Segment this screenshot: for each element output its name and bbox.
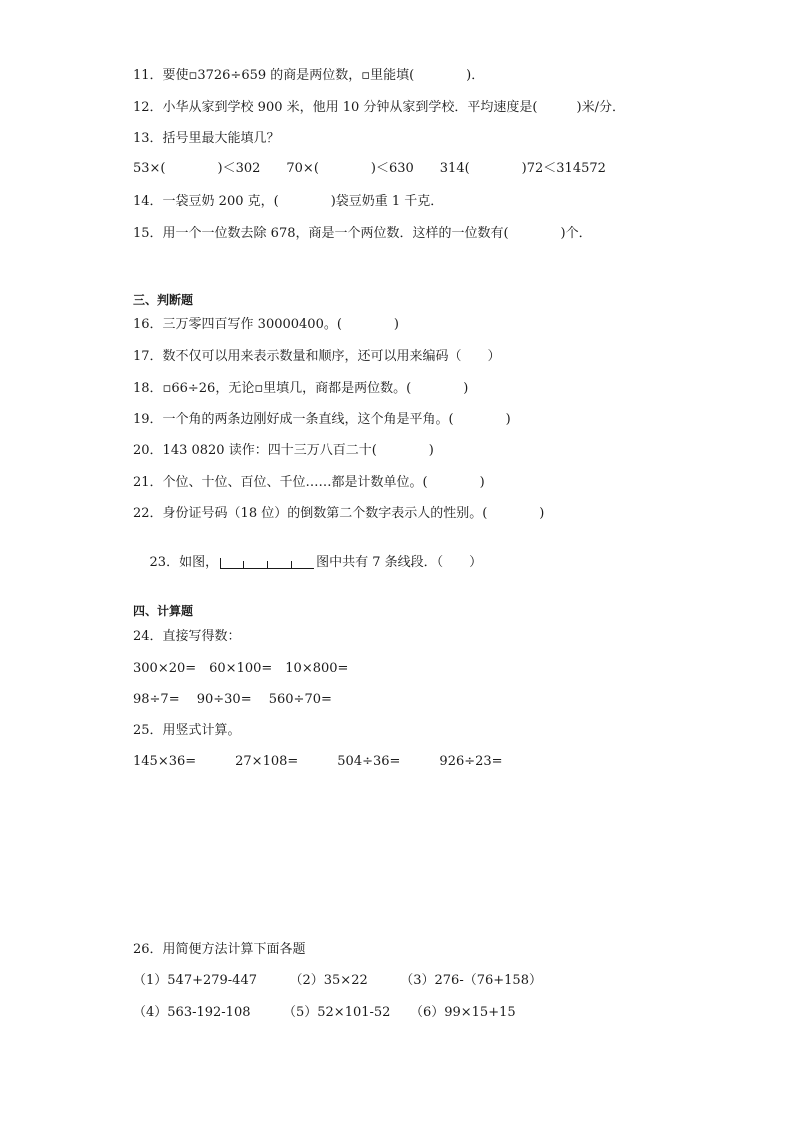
question-18: 18．▫66÷26，无论▫里填几，商都是两位数。( ) — [133, 381, 469, 396]
question-13: 13．括号里最大能填几？ — [133, 131, 280, 146]
question-24: 24．直接写得数： — [133, 629, 241, 644]
question-26: 26．用简便方法计算下面各题 — [133, 942, 306, 957]
question-26-row-2: （4）563-192-108 （5）52×101-52 （6）99×15+15 — [133, 1005, 516, 1020]
question-25: 25．用竖式计算。 — [133, 723, 241, 738]
question-22: 22．身份证号码（18 位）的倒数第二个数字表示人的性别。( ) — [133, 506, 545, 521]
question-23-suffix: 图中共有 7 条线段．（ ） — [316, 555, 483, 570]
question-20: 20．143 0820 读作：四十三万八百二十( ) — [133, 443, 434, 458]
section-3-title: 三、判断题 — [133, 293, 194, 307]
question-24-row-2: 98÷7= 90÷30= 560÷70= — [133, 692, 332, 707]
question-25-row: 145×36= 27×108= 504÷36= 926÷23= — [133, 754, 503, 769]
question-23-prefix: 23．如图， — [149, 555, 219, 570]
line-segment-figure — [219, 556, 315, 570]
question-14: 14．一袋豆奶 200 克，( )袋豆奶重 1 千克． — [133, 194, 444, 209]
question-19: 19．一个角的两条边刚好成一条直线，这个角是平角。( ) — [133, 412, 511, 427]
question-17: 17．数不仅可以用来表示数量和顺序，还可以用来编码（ ） — [133, 349, 501, 364]
question-15: 15．用一个一位数去除 678，商是一个两位数．这样的一位数有( )个． — [133, 226, 592, 241]
question-11: 11．要使▫3726÷659 的商是两位数，▫里能填( )． — [133, 68, 485, 83]
section-4-title: 四、计算题 — [133, 604, 194, 618]
question-12: 12．小华从家到学校 900 米，他用 10 分钟从家到学校．平均速度是( )米/分． — [133, 100, 625, 115]
question-23 — [133, 536, 482, 590]
question-26-row-1: （1）547+279-447 （2）35×22 （3）276-（76+158） — [133, 973, 542, 988]
question-16: 16．三万零四百写作 30000400。( ) — [133, 317, 399, 332]
question-13-items: 53×( )＜302 70×( )＜630 314( )72＜314572 — [133, 161, 606, 176]
question-24-row-1: 300×20= 60×100= 10×800= — [133, 661, 349, 676]
question-21: 21．个位、十位、百位、千位……都是计数单位。( ) — [133, 475, 485, 490]
